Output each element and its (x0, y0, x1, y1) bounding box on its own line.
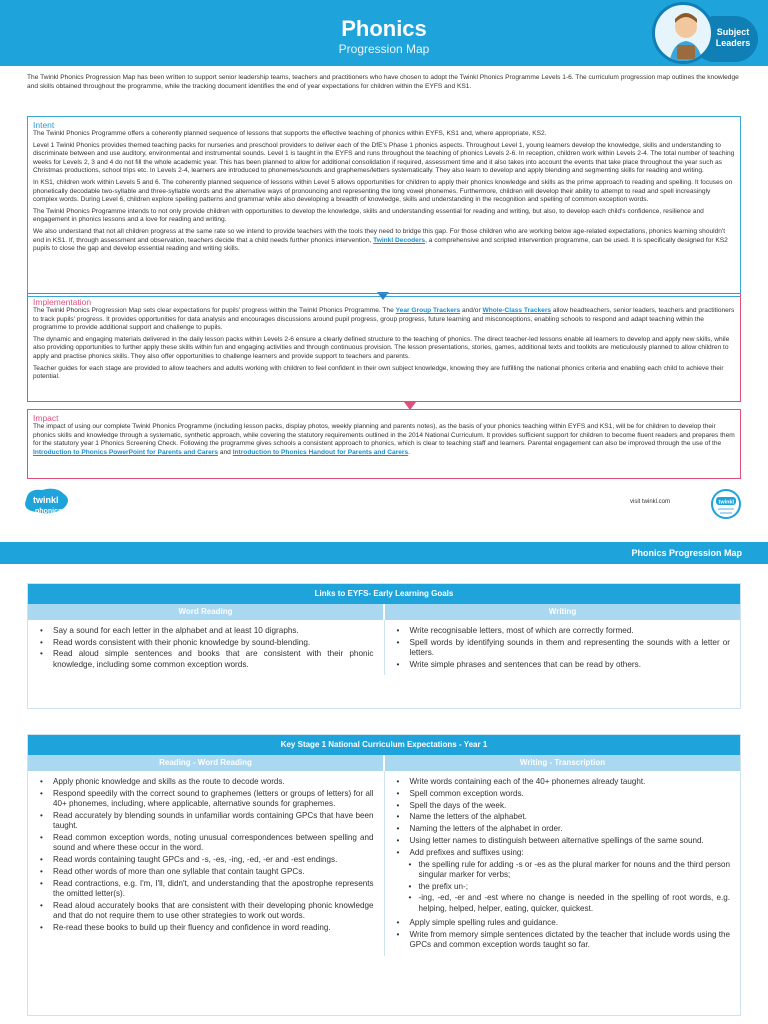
reading-header: Reading - Word Reading (28, 755, 385, 771)
intent-paragraph: The Twinkl Phonics Programme offers a coherently planned sequence of lessons that supports the effective teaching of phonics within EYFS, KS1 and, where appropriate, KS2. (33, 130, 547, 137)
implementation-box (27, 293, 741, 402)
list-item: • Say a sound for each letter in the alphabet and at least 10 digraphs. (38, 626, 374, 636)
whole-class-trackers-link[interactable]: Whole-Class Trackers (482, 307, 552, 314)
impact-paragraph (33, 423, 735, 457)
list-item: • Write recognisable letters, most of which are correctly formed. (395, 626, 731, 636)
intent-box (27, 116, 741, 297)
implementation-text: The Twinkl Phonics Progression Map sets clear expectations for pupils' progress within the Twinkl Phonics Programme. The (33, 307, 396, 314)
list-item: • Respond speedily with the correct sound to graphemes (letters or groups of letters) for all 40+ phonemes, including, where applicable, alternative sounds for graphemes. (38, 789, 374, 810)
eyfs-table (27, 583, 741, 709)
list-item: • Read aloud accurately books that are consistent with their developing phonic knowledge and that do not require them to use other strategies to work out words. (38, 901, 374, 922)
eyfs-table-body (28, 620, 740, 675)
ks1-table-subheader (28, 755, 740, 771)
page-header (0, 0, 768, 66)
phonics-handout-link[interactable]: Introduction to Phonics Handout for Parents and Carers (232, 448, 409, 456)
intent-text: We also understand that not all children progress at the same rate so we intend to provide teachers with the tools they need to bridge this gap. For those children who are working below age-related expectations, phonics learning shouldn't end in KS1. If, through assessment and observation, teachers decide that a child needs further phonics intervention, (33, 227, 726, 244)
eyfs-table-title: Links to EYFS- Early Learning Goals (28, 584, 740, 604)
list-item: • Read aloud simple sentences and books that are consistent with their phonic knowledge, including some common exception words. (38, 649, 374, 669)
sub-list-item: • the prefix un-; (407, 882, 731, 892)
logo-text: twinkl (33, 495, 59, 505)
implementation-paragraph (33, 307, 735, 333)
list-item: • Spell common exception words. (395, 789, 731, 799)
impact-text: The impact of using our complete Twinkl Phonics Programme (including lesson packs, display photos, weekly planning and parents notes), as the basis of your phonics teaching within EYFS and KS1, will be for children to develop their phonics skills and knowledge through a systematic, synthetic approach, while covering the statutory requirements outlined in the 2014 National Curriculum. It provides sufficient support for children to become fluent readers and prepares them for the statutory year 1 Phonics Screening Check. Following the programme gives schools a consistent approach to phonics, which is clear to teaching staff and learners. Parental engagement can also be improved through the use of the (33, 423, 735, 448)
list-item: • Spell the days of the week. (395, 801, 731, 811)
sub-list-item: • -ing, -ed, -er and -est where no change is needed in the spelling of root words, e.g. helping, helped, helper, eating, quicker, quickest. (407, 893, 731, 914)
list-item: • Spell words by identifying sounds in them and representing the sounds with a letter or letters. (395, 638, 731, 658)
implementation-paragraph: The dynamic and engaging materials delivered in the daily lesson packs within Levels 2-6 ensure a clearly defined structure to the teaching of phonics. The direct teacher-led lessons enable all learners to develop and apply new skills, while also providing opportunities to further apply these skills within fun and engaging activities and through continuous provision. The lesson presentations, stories, games, additional texts and toolkits are meticulously planned to allow children to apply and practise phonics skills. They also offer opportunities to challenge learners and provide support to teachers and parents. (33, 335, 730, 360)
list-item: • Naming the letters of the alphabet in order. (395, 824, 731, 834)
impact-title: Impact (33, 413, 59, 423)
reading-column (28, 771, 385, 956)
list-item: • Write words containing each of the 40+ phonemes already taught. (395, 777, 731, 787)
list-item: • Read words containing taught GPCs and -s, -es, -ing, -ed, -er and -est endings. (38, 855, 374, 865)
sub-list-item: • the spelling rule for adding -s or -es as the plural marker for nouns and the third person singular marker for verbs; (407, 860, 731, 881)
intent-paragraph: Level 1 Twinkl Phonics provides themed teaching packs for nurseries and preschool providers to deliver each of the DfE's Phase 1 phonics aspects. Throughout Level 1, young learners develop the knowledge, skills and understanding to discriminate between and use auditory, environmental and instrumental sounds. Level 1 is taught in the EYFS and runs throughout the teaching of phonics Levels 2-6. In reception, children work within Levels 2-4. The total number of teaching weeks for Levels 2, 3 and 4 do not fill the whole academic year. This has been planned to allow for additional consolidation if required, assessment time and it also takes into account the events that take place throughout the year such as Christmas productions, school trips etc. In Levels 2-4, learners are introduced to phonemes/sounds and graphemes/letters systematically. They also learn to develop and apply blending and segmenting skills for reading and writing. (33, 141, 735, 175)
ks1-table-title: Key Stage 1 National Curriculum Expectations - Year 1 (28, 735, 740, 755)
word-reading-header: Word Reading (28, 604, 385, 620)
list-item: • Using letter names to distinguish between alternative spellings of the same sound. (395, 836, 731, 846)
list-item: • Read other words of more than one syllable that contain taught GPCs. (38, 867, 374, 877)
year-group-trackers-link[interactable]: Year Group Trackers (395, 307, 461, 314)
writing-header: Writing (548, 607, 577, 616)
list-item: • Re-read these books to build up their fluency and confidence in word reading. (38, 923, 374, 933)
page-title: Phonics (341, 16, 427, 41)
list-item: • Write simple phrases and sentences that can be read by others. (395, 660, 731, 670)
list-item: • Apply simple spelling rules and guidance. (395, 918, 731, 928)
twinkl-phonics-logo (22, 486, 72, 524)
ks1-table (27, 734, 741, 1016)
intent-title: Intent (33, 120, 55, 130)
impact-text: and (218, 448, 233, 456)
intent-paragraph: In KS1, children work within Levels 5 and 6. The coherently planned sequence of lessons within Level 5 allows opportunities for children to apply their phonics knowledge and skills as the prime approach to reading and spelling. It focuses on phonetically decodable two-syllable and three-syllable words and the alternative ways of pronouncing and representing the long vowel phonemes. Furthermore, children will develop their ability to attempt to read and spell increasingly complex words. During Level 6, children explore spelling patterns and grammar while also developing a breadth of knowledge, skills and understanding in the recognition and spelling of common exception words. (33, 178, 733, 204)
twinkl-quality-logo (710, 488, 742, 522)
ks1-table-body (28, 771, 740, 956)
banner-title: Phonics Progression Map (631, 548, 742, 558)
logo-text: phonics (35, 508, 62, 515)
twinkl-decoders-link[interactable]: Twinkl Decoders (373, 236, 426, 244)
list-item: • Read accurately by blending sounds in unfamiliar words containing GPCs that have been taught. (38, 811, 374, 832)
impact-text: . (408, 448, 411, 456)
section-banner (0, 542, 768, 564)
implementation-title: Implementation (33, 297, 92, 307)
implementation-paragraph: Teacher guides for each stage are provided to allow teachers and adults working with children to feel confident in their own subject knowledge, knowing they are fulfilling the national phonics criteria and enabling each child to achieve their potential. (33, 364, 724, 381)
visit-twinkl-link[interactable]: visit twinkl.com (630, 499, 671, 505)
badge-label: Subject Leaders (692, 16, 758, 62)
list-item: • Read contractions, e.g. I'm, I'll, didn't, and understanding that the apostrophe represents the omitted letter(s). (38, 879, 374, 900)
list-item: • Apply phonic knowledge and skills as the route to decode words. (38, 777, 374, 787)
implementation-text: allow headteachers, senior leaders, teachers and practitioners to track pupils' progress. It provides opportunities for data analysis and encourages discussions around pupil progress, group progress, future learning and misconceptions, enabling schools to respond and adapt teaching within the programme to provide additional support and challenge to pupils. (33, 307, 735, 332)
writing-column (385, 620, 741, 675)
word-reading-column (28, 620, 385, 675)
intent-paragraph (33, 228, 735, 254)
intent-text: , a comprehensive and scripted intervention programme, can be used. It is specifically designed for KS2 pupils to close the gap and develop essential reading and writing skills. (33, 236, 728, 253)
impact-box (27, 409, 741, 479)
intro-paragraph: The Twinkl Phonics Progression Map has been written to support senior leadership teams, teachers and practitioners who have chosen to adopt the Twinkl Phonics Programme Levels 1-6. The curriculum progression map outlines the knowledge and skills obtained throughout the programme, while the tracking document identifies the end of year expectations for children within the EYFS and KS1. (27, 74, 739, 91)
list-item: • Add prefixes and suffixes using: (395, 848, 731, 858)
eyfs-table-subheader (28, 604, 740, 620)
list-item: • Read words consistent with their phonic knowledge by sound-blending. (38, 638, 374, 648)
teacher-avatar-icon (652, 2, 714, 64)
implementation-text: and/or (460, 307, 483, 314)
logo-text: twinkl (718, 499, 735, 506)
page-subtitle: Progression Map (338, 42, 430, 56)
list-item: • Read common exception words, noting unusual correspondences between spelling and sound and where these occur in the word. (38, 833, 374, 854)
transcription-column (385, 771, 741, 956)
transcription-header: Writing - Transcription (519, 758, 606, 767)
list-item: • Name the letters of the alphabet. (395, 812, 731, 822)
list-item: • Write from memory simple sentences dictated by the teacher that include words using the GPCs and common exception words taught so far. (395, 930, 731, 951)
subject-leaders-badge (648, 2, 760, 74)
intent-paragraph: The Twinkl Phonics Programme intends to not only provide children with opportunities to develop the knowledge, skills and understanding essential for reading and writing, but also, to develop each child's confidence, resilience and engagement in phonics lessons and a love for reading and writing. (33, 207, 704, 224)
phonics-powerpoint-link[interactable]: Introduction to Phonics PowerPoint for Parents and Carers (33, 448, 219, 456)
